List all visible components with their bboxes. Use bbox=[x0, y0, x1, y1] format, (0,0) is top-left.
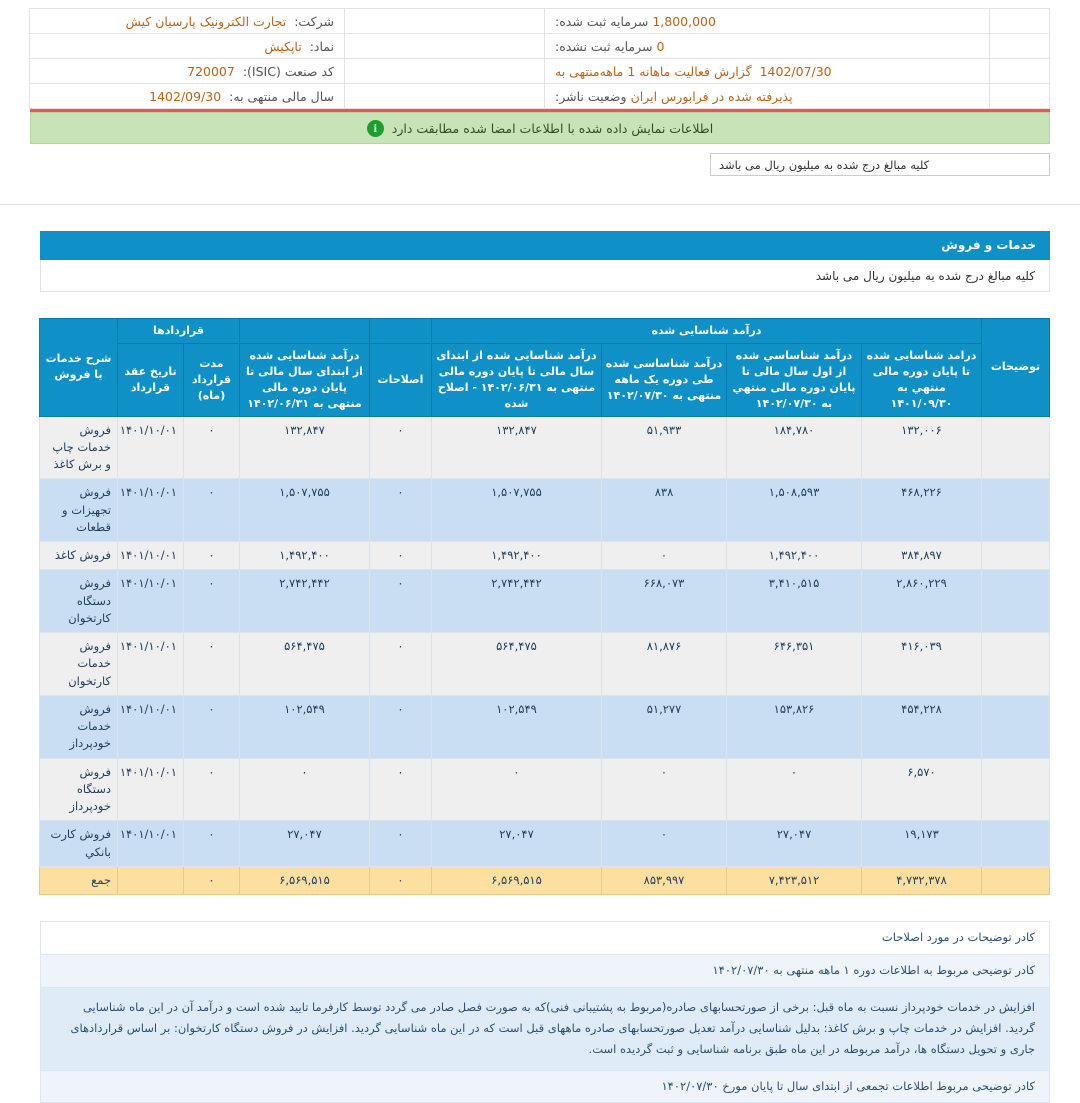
th-group-recognized-revenue: درآمد شناسایی شده bbox=[431, 319, 981, 344]
sales-section bbox=[0, 231, 1080, 1103]
cell-description: فروش خدمات چاپ و برش کاغذ bbox=[39, 416, 117, 479]
fiscal-year-value: 1402/09/30 bbox=[149, 88, 222, 104]
verification-alert bbox=[30, 112, 1050, 144]
cell-contract-duration: ۰ bbox=[183, 695, 239, 758]
spacer-cell bbox=[990, 59, 1050, 84]
cell-rev-adjusted: ۶,۵۶۹,۵۱۵ bbox=[431, 866, 601, 894]
cell-rev-month: ۵۱,۹۳۳ bbox=[602, 416, 727, 479]
cell-rev-month: ۰ bbox=[602, 542, 727, 570]
issuer-status-value: پذیرفته شده در فرابورس ایران bbox=[630, 88, 793, 104]
page-divider bbox=[0, 204, 1080, 205]
identity-row bbox=[30, 59, 1050, 84]
fiscal-year-label: سال مالی منتهی به: bbox=[229, 88, 334, 104]
th-rev-to-end-prev-year: درامد شناسایی شده تا پایان دوره مالی منتهي به ۱۴۰۱/۰۹/۳۰ bbox=[862, 343, 982, 416]
table-row bbox=[39, 695, 1049, 758]
company-value: تجارت الکترونیک پارسیان کیش bbox=[125, 13, 287, 29]
fiscal-year-cell bbox=[30, 84, 345, 109]
cell-rev-from-year-start: ۱,۵۰۸,۵۹۳ bbox=[727, 479, 862, 542]
cell-adjustments: ۰ bbox=[369, 542, 431, 570]
issuer-status-label: وضعیت ناشر: bbox=[555, 88, 627, 104]
cell-rev-adjusted: ۱,۴۹۲,۴۰۰ bbox=[431, 542, 601, 570]
cell-notes bbox=[982, 479, 1050, 542]
cell-rev-adjusted: ۵۶۴,۴۷۵ bbox=[431, 633, 601, 696]
alert-message: اطلاعات نمایش داده شده با اطلاعات امضا شده مطابقت دارد bbox=[391, 120, 714, 136]
identity-section bbox=[0, 0, 1080, 109]
identity-table bbox=[29, 8, 1050, 109]
cell-notes bbox=[982, 866, 1050, 894]
cell-rev-to-end-prev-year: ۳۸۴,۸۹۷ bbox=[862, 542, 982, 570]
explanations-block bbox=[40, 921, 1050, 1103]
report-period-label: گزارش فعالیت ماهانه 1 ماهه‌منتهی به bbox=[555, 63, 752, 79]
cell-description: فروش دستگاه خودپرداز bbox=[39, 758, 117, 821]
th-rev-prior-period: درآمد شناسایی شده از ابتدای سال مالی تا پایان دوره مالی منتهی به ۱۴۰۲/۰۶/۳۱ bbox=[239, 343, 369, 416]
cell-contract-date: ۱۴۰۱/۱۰/۰۱ bbox=[117, 479, 183, 542]
cell-contract-date: ۱۴۰۱/۱۰/۰۱ bbox=[117, 416, 183, 479]
issuer-status-cell bbox=[545, 84, 990, 109]
cell-adjustments: ۰ bbox=[369, 866, 431, 894]
table-row bbox=[39, 479, 1049, 542]
cell-contract-duration: ۰ bbox=[183, 570, 239, 633]
th-notes: توضیحات bbox=[982, 319, 1050, 417]
registered-capital-cell bbox=[545, 9, 990, 34]
cell-notes bbox=[982, 416, 1050, 479]
company-label: شرکت: bbox=[294, 13, 334, 29]
th-group-blank-prior bbox=[239, 319, 369, 344]
cell-adjustments: ۰ bbox=[369, 821, 431, 867]
isic-label: کد صنعت (ISIC): bbox=[242, 63, 334, 79]
cell-rev-prior-period: ۱,۵۰۷,۷۵۵ bbox=[239, 479, 369, 542]
cell-rev-month: ۵۱,۲۷۷ bbox=[602, 695, 727, 758]
th-rev-adjusted: درآمد شناسایی شده از ابتدای سال مالی تا پایان دوره مالی منتهی به ۱۴۰۲/۰۶/۳۱ - اصلاح شده bbox=[431, 343, 601, 416]
section-title: خدمات و فروش bbox=[40, 231, 1050, 260]
cell-contract-duration: ۰ bbox=[183, 542, 239, 570]
cell-rev-from-year-start: ۳,۴۱۰,۵۱۵ bbox=[727, 570, 862, 633]
table-row bbox=[39, 570, 1049, 633]
th-description: شرح خدمات یا فروش bbox=[39, 319, 117, 417]
cell-notes bbox=[982, 758, 1050, 821]
cell-rev-from-year-start: ۶۴۶,۳۵۱ bbox=[727, 633, 862, 696]
cell-adjustments: ۰ bbox=[369, 695, 431, 758]
cell-rev-adjusted: ۱,۵۰۷,۷۵۵ bbox=[431, 479, 601, 542]
cell-rev-adjusted: ۰ bbox=[431, 758, 601, 821]
table-row bbox=[39, 542, 1049, 570]
report-period-cell bbox=[545, 59, 990, 84]
cell-rev-prior-period: ۵۶۴,۴۷۵ bbox=[239, 633, 369, 696]
cell-rev-month: ۸۱,۸۷۶ bbox=[602, 633, 727, 696]
cell-description: فروش کارت بانکي bbox=[39, 821, 117, 867]
th-rev-month: درآمد شناساسی شده طی دوره یک ماهه منتهی به ۱۴۰۲/۰۷/۳۰ bbox=[602, 343, 727, 416]
th-group-contracts: قرارداد‌ها bbox=[117, 319, 239, 344]
unregistered-capital-cell bbox=[545, 34, 990, 59]
th-contract-date: تاریخ عقد قرارداد bbox=[117, 343, 183, 416]
cell-notes bbox=[982, 821, 1050, 867]
cell-rev-from-year-start: ۷,۴۲۳,۵۱۲ bbox=[727, 866, 862, 894]
cell-contract-date bbox=[117, 866, 183, 894]
spacer-cell bbox=[990, 9, 1050, 34]
th-adjustments: اصلاحات bbox=[369, 343, 431, 416]
cumulative-explanation-title: کادر توضیحی مربوط اطلاعات تجمعی از ابتدای سال تا پایان مورخ ۱۴۰۲/۰۷/۳۰ bbox=[40, 1070, 1050, 1103]
section-subtitle: کلیه مبالغ درج شده به میلیون ریال می باشد bbox=[40, 260, 1050, 292]
symbol-label: نماد: bbox=[309, 38, 334, 54]
cell-rev-prior-period: ۰ bbox=[239, 758, 369, 821]
cell-rev-from-year-start: ۲۷,۰۴۷ bbox=[727, 821, 862, 867]
cell-notes bbox=[982, 633, 1050, 696]
cell-rev-to-end-prev-year: ۱۹,۱۷۳ bbox=[862, 821, 982, 867]
amounts-note-box bbox=[710, 153, 1050, 176]
mid-spacer-cell bbox=[345, 59, 545, 84]
identity-row bbox=[30, 9, 1050, 34]
cell-rev-to-end-prev-year: ۱۳۲,۰۰۶ bbox=[862, 416, 982, 479]
cell-rev-adjusted: ۱۰۲,۵۴۹ bbox=[431, 695, 601, 758]
cell-description: فروش دستگاه کارتخوان bbox=[39, 570, 117, 633]
cell-contract-duration: ۰ bbox=[183, 479, 239, 542]
cell-rev-from-year-start: ۱,۴۹۲,۴۰۰ bbox=[727, 542, 862, 570]
cell-rev-adjusted: ۱۳۲,۸۴۷ bbox=[431, 416, 601, 479]
cell-rev-to-end-prev-year: ۴۶۸,۲۲۶ bbox=[862, 479, 982, 542]
symbol-cell bbox=[30, 34, 345, 59]
cell-notes bbox=[982, 695, 1050, 758]
cell-description: فروش کاغذ bbox=[39, 542, 117, 570]
cell-contract-duration: ۰ bbox=[183, 821, 239, 867]
cell-notes bbox=[982, 542, 1050, 570]
cell-adjustments: ۰ bbox=[369, 633, 431, 696]
cell-contract-duration: ۰ bbox=[183, 866, 239, 894]
info-icon: i bbox=[367, 120, 384, 137]
table-column-header-row bbox=[39, 343, 1049, 416]
cell-description: فروش تجهیزات و قطعات bbox=[39, 479, 117, 542]
cell-contract-date: ۱۴۰۱/۱۰/۰۱ bbox=[117, 695, 183, 758]
isic-value: 720007 bbox=[187, 63, 235, 79]
cell-adjustments: ۰ bbox=[369, 758, 431, 821]
mid-spacer-cell bbox=[345, 34, 545, 59]
cell-contract-date: ۱۴۰۱/۱۰/۰۱ bbox=[117, 633, 183, 696]
mid-spacer-cell bbox=[345, 9, 545, 34]
period-explanation-title: کادر توضیحی مربوط به اطلاعات دوره ۱ ماهه منتهی به ۱۴۰۲/۰۷/۳۰ bbox=[40, 954, 1050, 987]
cell-rev-to-end-prev-year: ۶,۵۷۰ bbox=[862, 758, 982, 821]
period-explanation-text: افزایش در خدمات خودپرداز نسبت به ماه قبل: برخی از صورتحسابهای صادره(مربوط به پشتیبانی فنی)که به صورت فصل صادر می گردد توسط کارفرما تایید شده است و درآمد آن در این ماه شناسایی گردید. افزایش در خدمات چاپ و برش کاغذ: بدلیل شناسایی درآمد تعدیل صورتحسابهای صادره ماههای قبل است که در این ماه شناسایی گردید. افزایش در فروش دستگاه کارتخوان: بر اساس قراردادهای جاری و تحویل دستگاه ها، درآمد مربوطه در این ماه طبق برنامه شناسایی و ثبت گردیده است. bbox=[40, 987, 1050, 1070]
cell-rev-prior-period: ۱,۴۹۲,۴۰۰ bbox=[239, 542, 369, 570]
cell-contract-date: ۱۴۰۱/۱۰/۰۱ bbox=[117, 758, 183, 821]
cell-adjustments: ۰ bbox=[369, 570, 431, 633]
table-row bbox=[39, 821, 1049, 867]
registered-capital-value: 1,800,000 bbox=[652, 13, 716, 29]
cell-rev-prior-period: ۲,۷۴۲,۴۴۲ bbox=[239, 570, 369, 633]
registered-capital-label: سرمایه ثبت شده: bbox=[555, 13, 649, 29]
cell-description: فروش خدمات کارتخوان bbox=[39, 633, 117, 696]
table-row bbox=[39, 633, 1049, 696]
cell-rev-to-end-prev-year: ۴۱۶,۰۳۹ bbox=[862, 633, 982, 696]
symbol-value: تاپکیش bbox=[264, 38, 302, 54]
unregistered-capital-label: سرمایه ثبت نشده: bbox=[555, 38, 653, 54]
cell-adjustments: ۰ bbox=[369, 416, 431, 479]
cell-contract-duration: ۰ bbox=[183, 758, 239, 821]
cell-contract-duration: ۰ bbox=[183, 416, 239, 479]
cell-rev-month: ۸۳۸ bbox=[602, 479, 727, 542]
cell-rev-adjusted: ۲۷,۰۴۷ bbox=[431, 821, 601, 867]
cell-rev-month: ۰ bbox=[602, 821, 727, 867]
mid-spacer-cell bbox=[345, 84, 545, 109]
cell-rev-month: ۰ bbox=[602, 758, 727, 821]
cell-rev-from-year-start: ۱۸۴,۷۸۰ bbox=[727, 416, 862, 479]
table-row bbox=[39, 758, 1049, 821]
table-total-row bbox=[39, 866, 1049, 894]
cell-contract-duration: ۰ bbox=[183, 633, 239, 696]
th-group-blank-adjustments bbox=[369, 319, 431, 344]
cell-rev-to-end-prev-year: ۲,۸۶۰,۲۲۹ bbox=[862, 570, 982, 633]
cell-rev-to-end-prev-year: ۴۵۴,۲۲۸ bbox=[862, 695, 982, 758]
cell-description: فروش خدمات خودپرداز bbox=[39, 695, 117, 758]
cell-rev-to-end-prev-year: ۴,۷۳۲,۳۷۸ bbox=[862, 866, 982, 894]
sales-table-body bbox=[39, 416, 1049, 895]
cell-rev-prior-period: ۱۳۲,۸۴۷ bbox=[239, 416, 369, 479]
cell-rev-month: ۸۵۳,۹۹۷ bbox=[602, 866, 727, 894]
sales-table bbox=[39, 318, 1050, 895]
cell-description: جمع bbox=[39, 866, 117, 894]
isic-cell bbox=[30, 59, 345, 84]
cell-rev-month: ۶۶۸,۰۷۳ bbox=[602, 570, 727, 633]
table-row bbox=[39, 416, 1049, 479]
cell-rev-prior-period: ۱۰۲,۵۴۹ bbox=[239, 695, 369, 758]
cell-notes bbox=[982, 570, 1050, 633]
cell-adjustments: ۰ bbox=[369, 479, 431, 542]
report-period-value: 1402/07/30 bbox=[759, 63, 832, 79]
amounts-note-text: کلیه مبالغ درج شده به میلیون ریال می باشد bbox=[719, 157, 930, 172]
identity-row bbox=[30, 84, 1050, 109]
company-cell bbox=[30, 9, 345, 34]
th-contract-duration: مدت قرارداد (ماه) bbox=[183, 343, 239, 416]
th-rev-from-year-start: درآمد شناساسي شده از اول سال مالی تا پایان دوره مالی منتهي به ۱۴۰۲/۰۷/۳۰ bbox=[727, 343, 862, 416]
table-group-header-row bbox=[39, 319, 1049, 344]
cell-contract-date: ۱۴۰۱/۱۰/۰۱ bbox=[117, 821, 183, 867]
cell-rev-prior-period: ۲۷,۰۴۷ bbox=[239, 821, 369, 867]
unregistered-capital-value: 0 bbox=[656, 38, 665, 54]
cell-rev-adjusted: ۲,۷۴۲,۴۴۲ bbox=[431, 570, 601, 633]
spacer-cell bbox=[990, 84, 1050, 109]
cell-contract-date: ۱۴۰۱/۱۰/۰۱ bbox=[117, 542, 183, 570]
cell-rev-from-year-start: ۱۵۳,۸۲۶ bbox=[727, 695, 862, 758]
spacer-cell bbox=[990, 34, 1050, 59]
cell-rev-prior-period: ۶,۵۶۹,۵۱۵ bbox=[239, 866, 369, 894]
adjustments-explanation-title: کادر توضیحات در مورد اصلاحات bbox=[40, 921, 1050, 954]
cell-contract-date: ۱۴۰۱/۱۰/۰۱ bbox=[117, 570, 183, 633]
identity-row bbox=[30, 34, 1050, 59]
cell-rev-from-year-start: ۰ bbox=[727, 758, 862, 821]
